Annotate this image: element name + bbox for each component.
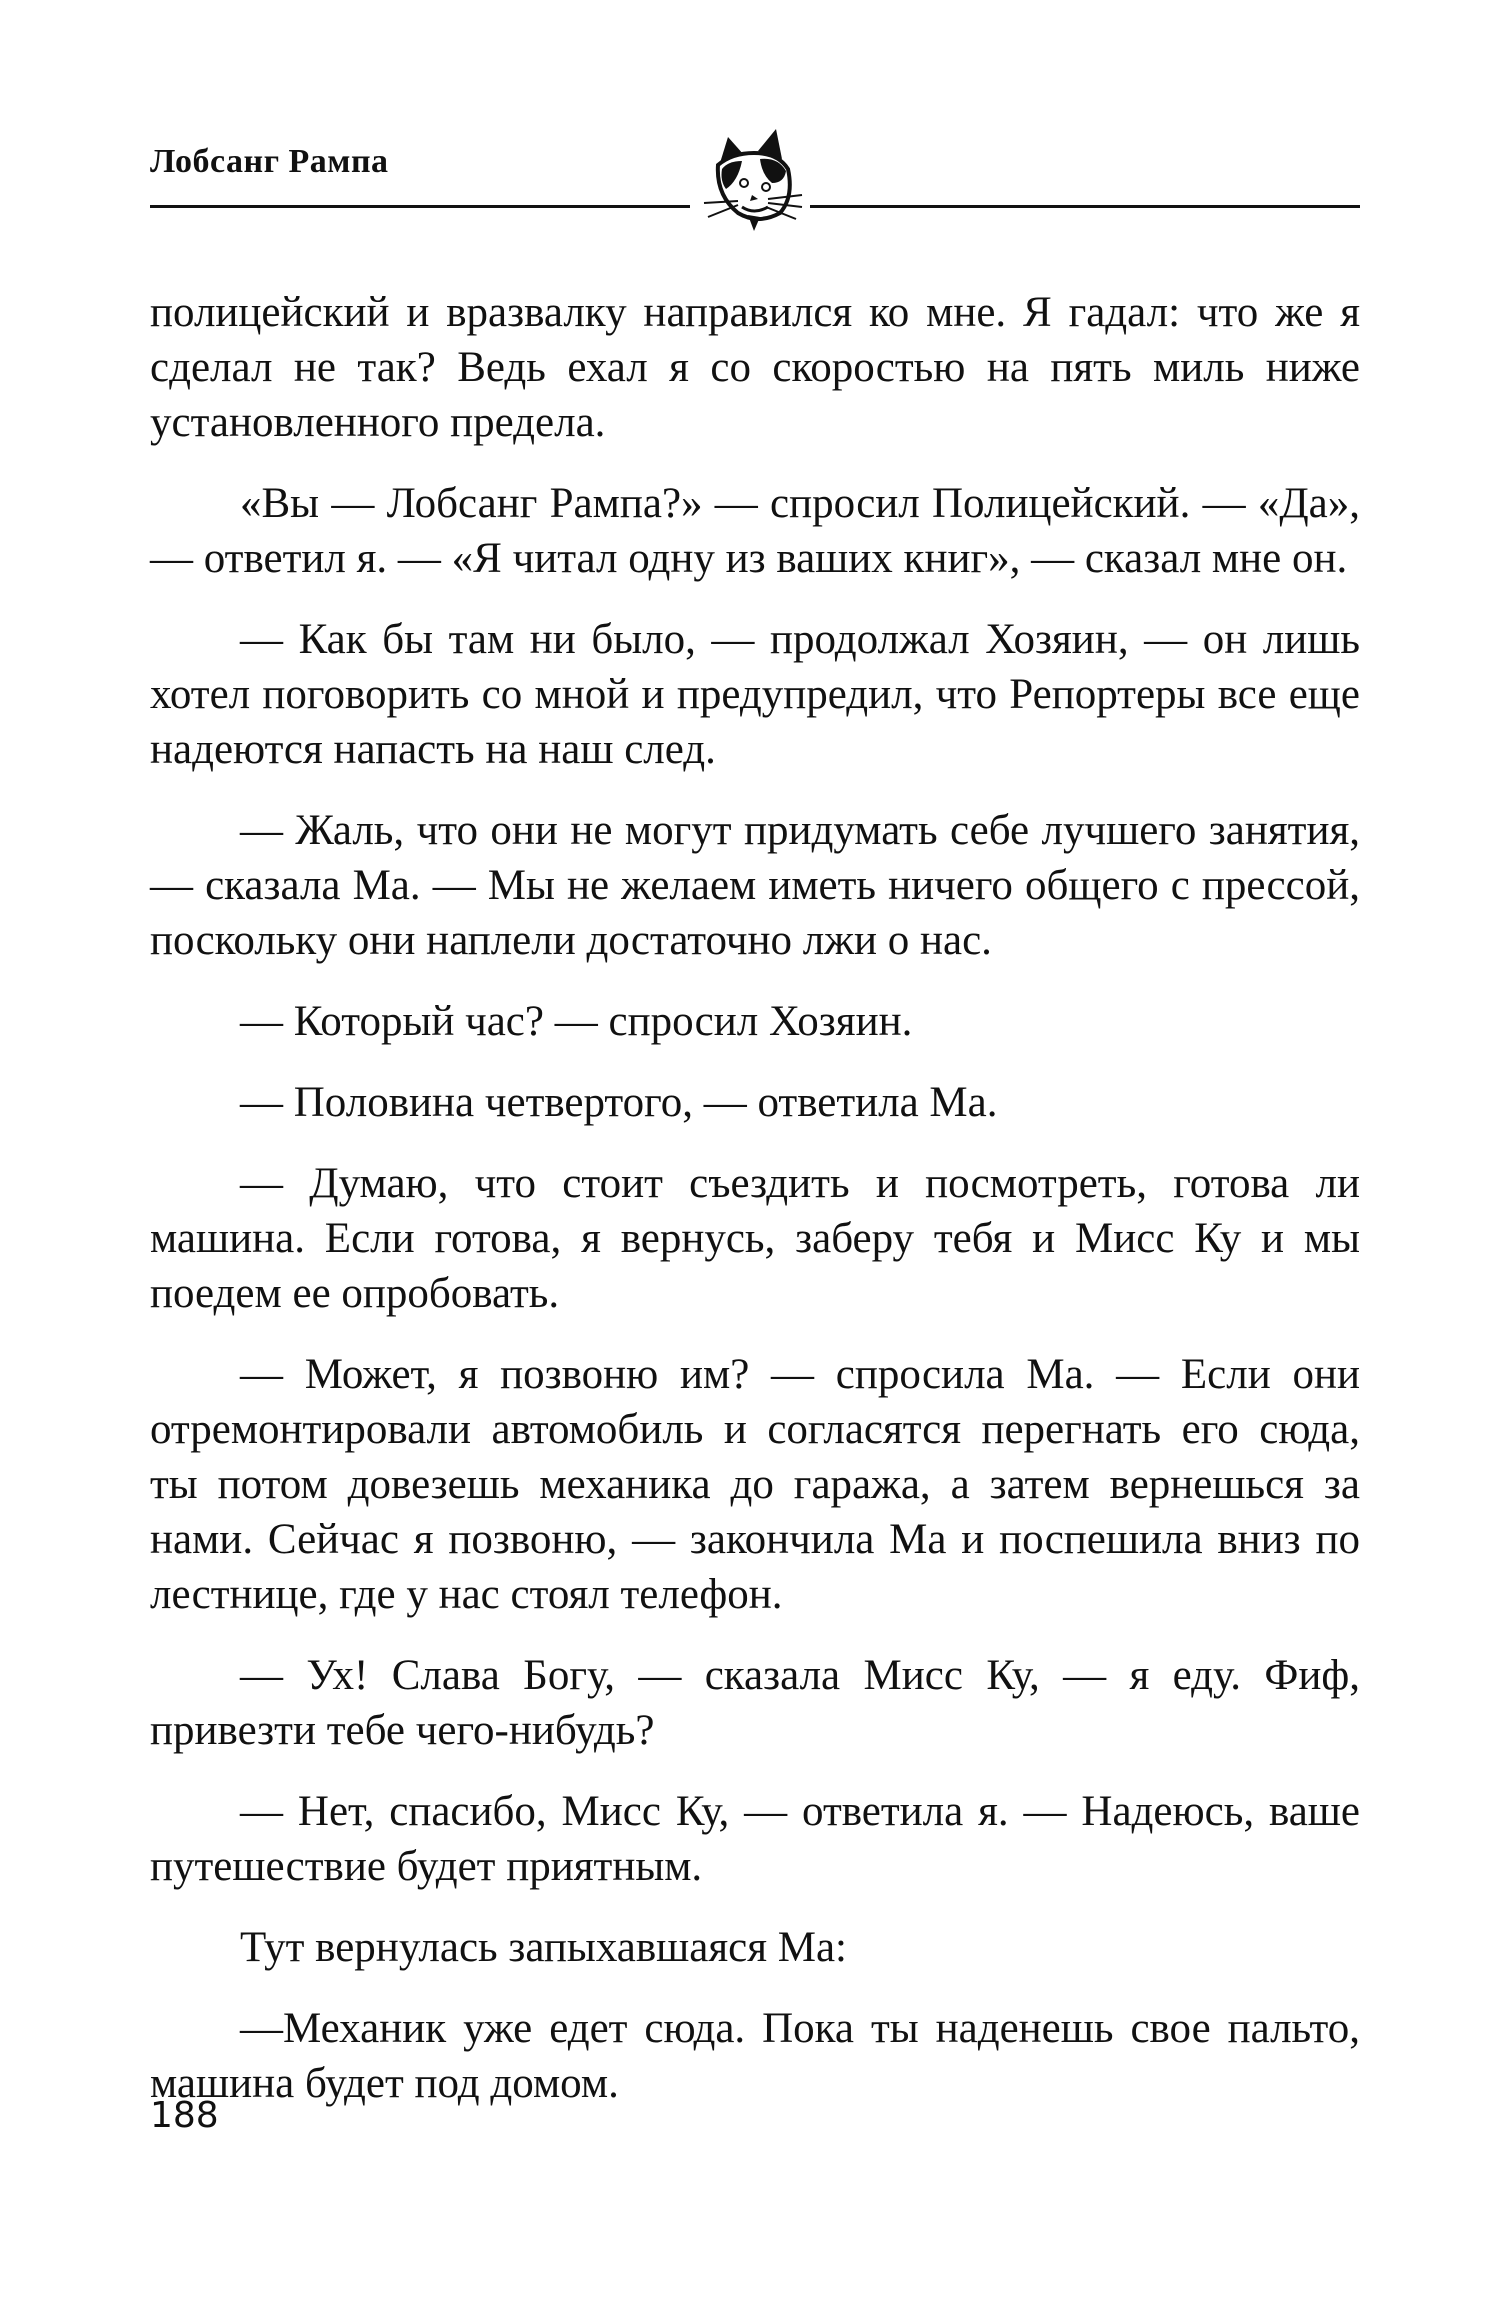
cat-head-icon	[698, 125, 806, 235]
paragraph: — Который час? — спросил Хозяин.	[240, 998, 913, 1045]
header-rule-left	[150, 205, 690, 208]
paragraph: —Механик уже едет сюда. Пока ты наденешь свое пальто, машина будет под домом.	[150, 2005, 1360, 2107]
paragraph: «Вы — Лобсанг Рампа?» — спросил Полицейский. — «Да», — ответил я. — «Я читал одну из ваших книг», — сказал мне он.	[150, 480, 1360, 582]
paragraph: полицейский и вразвалку направился ко мне. Я гадал: что же я сделал не так? Ведь ехал я со скоростью на пять миль ниже установленного предела.	[150, 289, 1360, 446]
body-text	[150, 285, 1360, 2137]
paragraph: — Может, я позвоню им? — спросила Ма. — Если они отремонтировали автомобиль и согласятся перегнать его сюда, ты потом довезешь механика до гаража, а затем вернешься за нами. Сейчас я позвоню, — закончила Ма и поспешила вниз по лестнице, где у нас стоял телефон.	[150, 1351, 1360, 1618]
running-header	[150, 135, 1360, 245]
header-title: Лобсанг Рампа	[150, 143, 389, 180]
page-number: 188	[150, 2095, 219, 2136]
paragraph: — Половина четвертого, — ответила Ма.	[240, 1079, 998, 1126]
paragraph: — Нет, спасибо, Мисс Ку, — ответила я. — Надеюсь, ваше путешествие будет приятным.	[150, 1788, 1360, 1890]
paragraph: — Жаль, что они не могут придумать себе лучшего занятия, — сказала Ма. — Мы не желаем иметь ничего общего с прессой, поскольку они наплели достаточно лжи о нас.	[150, 807, 1360, 964]
paragraph: — Думаю, что стоит съездить и посмотреть, готова ли машина. Если готова, я вернусь, заберу тебя и Мисс Ку и мы поедем ее опробовать.	[150, 1160, 1360, 1317]
paragraph: Тут вернулась запыхавшаяся Ма:	[240, 1924, 847, 1971]
paragraph: — Как бы там ни было, — продолжал Хозяин, — он лишь хотел поговорить со мной и предупредил, что Репортеры все еще надеются напасть на наш след.	[150, 616, 1360, 773]
header-rule-right	[810, 205, 1360, 208]
paragraph: — Ух! Слава Богу, — сказала Мисс Ку, — я еду. Фиф, привезти тебе чего-нибудь?	[150, 1652, 1360, 1754]
